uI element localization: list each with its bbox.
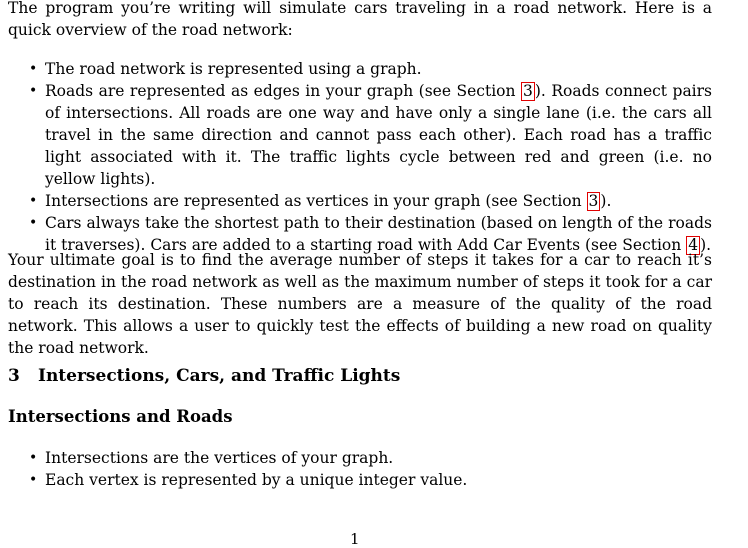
list-item: [8, 58, 712, 80]
list-item-text-continued: ).: [700, 236, 712, 254]
list-item-text-continued: ). Roads connect pairs of intersections. All roads are one way and have only a single lane (i.e. the cars all travel in the same direction and cannot pass each other). Each road has a traffic light associated with it. The traffic lights cycle between red and green (i.e. no yellow lights).: [45, 82, 713, 188]
list-item-text: Roads are represented as edges in your graph (see Section: [45, 82, 521, 100]
list-item-text-continued: ).: [600, 192, 612, 210]
list-item-text: Intersections are the vertices of your graph.: [45, 449, 394, 467]
bullet-icon: •: [29, 61, 38, 77]
bullet-icon: •: [29, 193, 38, 209]
bullet-icon: •: [29, 215, 38, 231]
list-item: [8, 190, 712, 212]
list-item-text: Cars always take the shortest path to their destination (based on length of the roads it traverses). Cars are added to a starting road with Add Car Events (see Section: [45, 214, 712, 254]
list-item-text: Each vertex is represented by a unique integer value.: [45, 471, 468, 489]
section-reference-link[interactable]: 3: [523, 82, 533, 100]
section-reference-link[interactable]: 4: [688, 236, 699, 254]
intersections-roads-list: [8, 447, 712, 491]
section-title: Intersections, Cars, and Traffic Lights: [38, 366, 401, 386]
list-item: [8, 80, 712, 190]
bullet-icon: •: [29, 472, 38, 488]
page-number: 1: [350, 530, 360, 548]
bullet-icon: •: [29, 450, 38, 466]
section-number: 3: [8, 366, 20, 386]
goal-paragraph: Your ultimate goal is to find the average number of steps it takes for a car to reach it’s destination in the road network as well as the maximum number of steps it took for a car to reach its destination. These numbers are a measure of the quality of the road network. This allows a user to quickly test the effects of building a new road on quality the road network.: [8, 251, 712, 357]
list-item: [8, 447, 712, 469]
list-item: [8, 469, 712, 491]
subsection-heading: Intersections and Roads: [8, 407, 233, 426]
bullet-icon: •: [29, 83, 38, 99]
intro-paragraph: The program you’re writing will simulate cars traveling in a road network. Here is a quick overview of the road network:: [8, 0, 712, 39]
document-page: [8, 0, 712, 546]
list-item-text: Intersections are represented as vertices in your graph (see Section: [45, 192, 587, 210]
section-heading: [8, 366, 400, 386]
list-item-text: The road network is represented using a graph.: [45, 60, 422, 78]
section-reference-link[interactable]: 3: [588, 192, 599, 210]
road-network-overview-list: [8, 58, 712, 256]
